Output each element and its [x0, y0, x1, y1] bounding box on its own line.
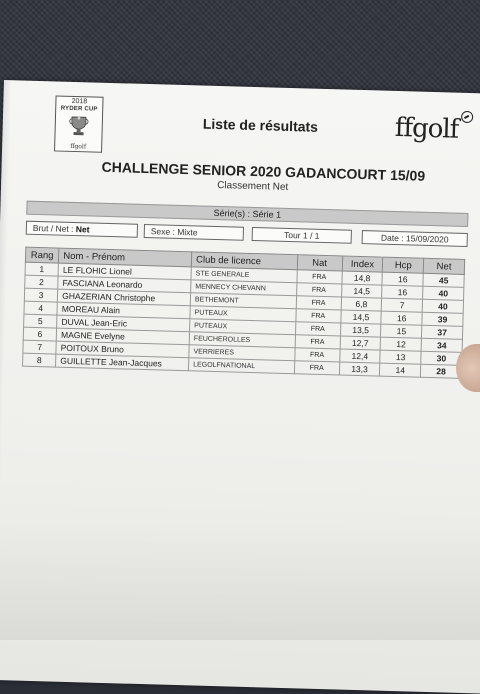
rank-cell: 8 — [23, 353, 57, 367]
hcp-cell: 14 — [380, 363, 421, 377]
index-cell: 13,5 — [340, 323, 381, 337]
series-bar: Série(s) : Série 1 — [26, 201, 468, 227]
club-cell: PUTEAUX — [190, 306, 296, 322]
index-cell: 14,5 — [340, 310, 381, 324]
net-cell: 34 — [421, 338, 462, 352]
hcp-cell: 7 — [382, 298, 423, 312]
sexe-box: Sexe : Mixte — [144, 224, 244, 241]
hcp-cell: 13 — [380, 350, 421, 364]
net-cell: 30 — [421, 351, 462, 365]
nat-cell: FRA — [294, 348, 339, 362]
logo-year: 2018 — [71, 97, 88, 106]
brand-mark-icon — [461, 111, 473, 123]
paper-fold-shadow — [0, 80, 12, 680]
nat-cell: FRA — [295, 309, 340, 323]
col-rang: Rang — [25, 247, 59, 263]
index-cell: 14,5 — [341, 284, 382, 298]
nat-cell: FRA — [296, 296, 341, 310]
name-cell: GUILLETTE Jean-Jacques — [56, 354, 189, 371]
club-cell: STE GENERALE — [191, 267, 297, 283]
col-nat: Nat — [297, 255, 342, 271]
name-cell: GHAZERIAN Christophe — [57, 289, 190, 306]
col-hcp: Hcp — [383, 257, 424, 273]
nat-cell: FRA — [297, 270, 342, 284]
club-cell: FEUCHEROLLES — [189, 332, 295, 348]
rank-cell: 1 — [25, 262, 59, 276]
hcp-cell: 16 — [381, 311, 422, 325]
hcp-cell: 16 — [382, 285, 423, 299]
rank-cell: 3 — [24, 288, 58, 302]
trophy-icon — [67, 114, 90, 137]
club-cell: LEGOLFNATIONAL — [188, 358, 294, 374]
club-cell: PUTEAUX — [190, 319, 296, 335]
nat-cell: FRA — [295, 322, 340, 336]
net-cell: 40 — [423, 286, 464, 300]
rank-cell: 7 — [23, 340, 57, 354]
ranking-type: Classement Net — [216, 179, 289, 193]
name-cell: DUVAL Jean-Eric — [57, 315, 190, 332]
name-cell: LE FLOHIC Lionel — [58, 263, 191, 280]
index-cell: 12,4 — [339, 349, 380, 363]
hcp-cell: 15 — [381, 324, 422, 338]
brut-net-label: Brut / Net : — [32, 222, 74, 234]
name-cell: POITOUX Bruno — [56, 341, 189, 358]
hcp-cell: 12 — [380, 337, 421, 351]
tour-box: Tour 1 / 1 — [252, 227, 352, 244]
col-nom: Nom - Prénom — [59, 248, 192, 267]
brand-logo: ffgolf — [394, 112, 459, 145]
club-cell: BETHEMONT — [190, 293, 296, 309]
brut-net-value: Net — [75, 224, 90, 235]
nat-cell: FRA — [294, 361, 339, 375]
rank-cell: 5 — [24, 314, 58, 328]
name-cell: FASCIANA Leonardo — [58, 276, 191, 293]
net-cell: 40 — [422, 299, 463, 313]
name-cell: MOREAU Alain — [57, 302, 190, 319]
name-cell: MAGNE Evelyne — [56, 328, 189, 345]
index-cell: 13,3 — [339, 362, 380, 376]
rank-cell: 2 — [25, 275, 59, 289]
document-title: Liste de résultats — [202, 115, 319, 135]
net-cell: 45 — [423, 273, 464, 287]
col-net: Net — [423, 258, 464, 274]
date-box: Date : 15/09/2020 — [362, 230, 468, 247]
nat-cell: FRA — [296, 283, 341, 297]
index-cell: 6,8 — [341, 297, 382, 311]
results-sheet — [0, 80, 480, 694]
net-cell: 28 — [421, 364, 462, 378]
net-cell: 37 — [422, 325, 463, 339]
club-cell: VERRIERES — [189, 345, 295, 361]
col-club: Club de licence — [191, 252, 297, 270]
results-table — [22, 247, 465, 379]
index-cell: 12,7 — [340, 336, 381, 350]
event-title: CHALLENGE SENIOR 2020 GADANCOURT 15/09 — [101, 158, 426, 184]
col-index: Index — [342, 256, 383, 272]
logo-org: ffgolf — [70, 142, 87, 151]
ryder-cup-logo — [54, 95, 104, 152]
logo-event: RYDER CUP — [60, 105, 98, 113]
rank-cell: 6 — [23, 327, 57, 341]
hcp-cell: 16 — [382, 272, 423, 286]
rank-cell: 4 — [24, 301, 58, 315]
brut-net-box — [26, 221, 138, 238]
index-cell: 14,8 — [342, 271, 383, 285]
net-cell: 39 — [422, 312, 463, 326]
nat-cell: FRA — [295, 335, 340, 349]
club-cell: MENNECY CHEVANN — [191, 280, 297, 296]
